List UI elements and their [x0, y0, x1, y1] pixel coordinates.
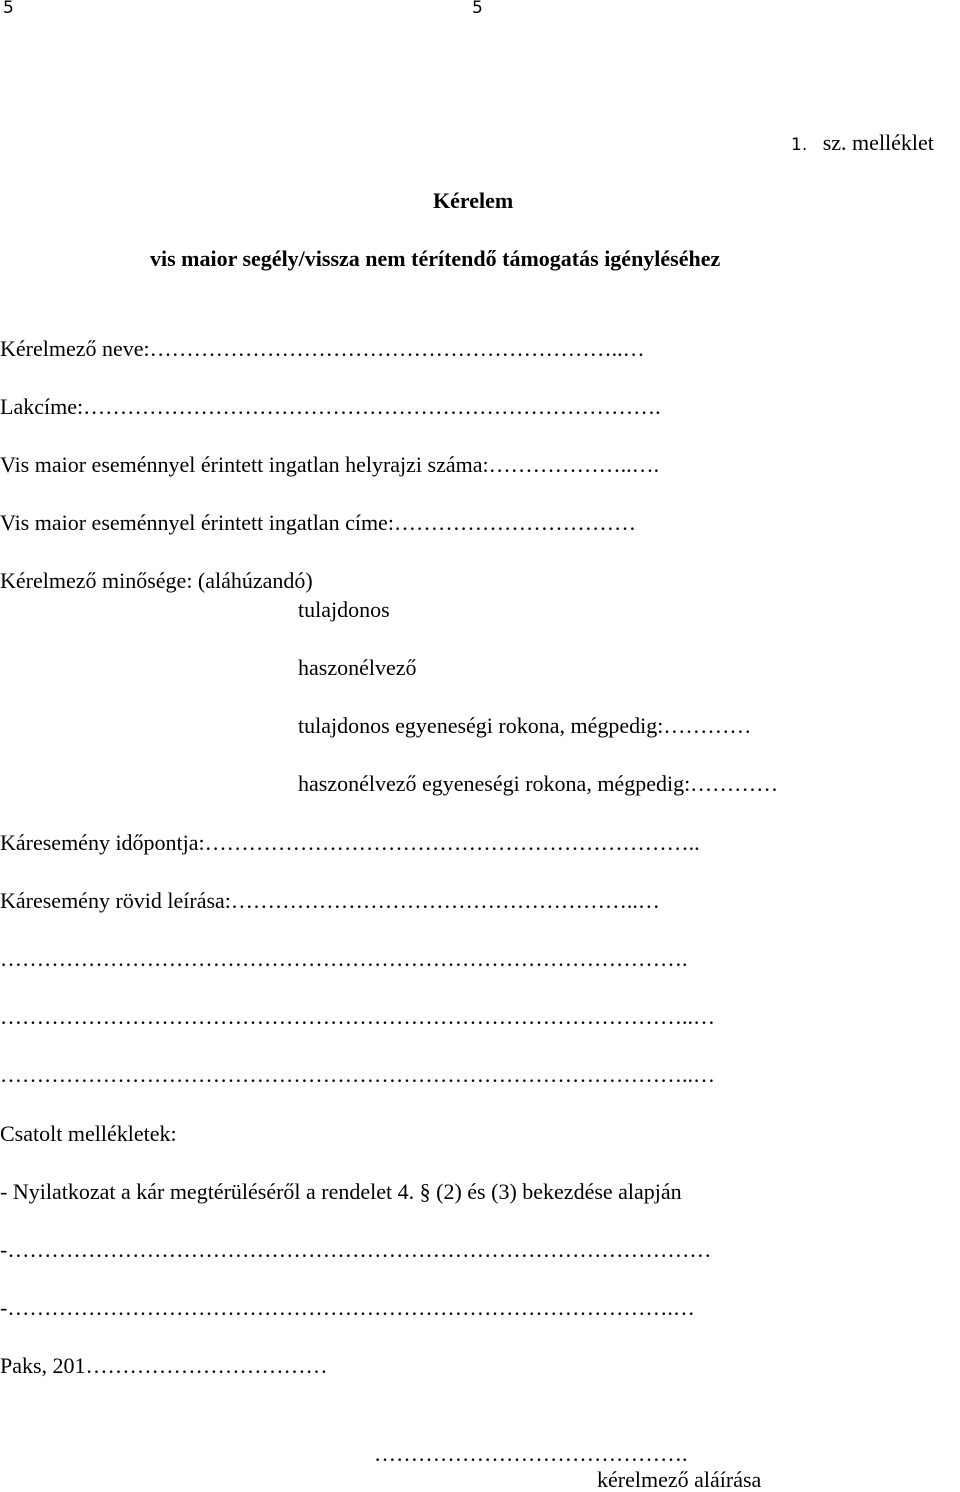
page-number-right: 5 — [472, 0, 483, 18]
event-description-field: Káresemény rövid leírása:………………………………………………..… — [0, 888, 660, 913]
signature-line: ……………………………………. — [374, 1441, 688, 1466]
attachment-item-2: -…………………………………………………………………………………… — [0, 1237, 712, 1262]
page-number-left: 5 — [3, 0, 14, 18]
capacity-option-owner: tulajdonos — [298, 597, 390, 622]
capacity-field: Kérelmező minősége: (aláhúzandó) — [0, 568, 313, 593]
place-date-field: Paks, 201…………………………… — [0, 1353, 328, 1378]
applicant-name-field: Kérelmező neve:………………………………………………………..… — [0, 336, 645, 361]
capacity-option-usufructuary-relative: haszonélvező egyeneségi rokona, mégpedig:………… — [298, 771, 779, 796]
document-subtitle: vis maior segély/vissza nem térítendő támogatás igényléséhez — [150, 246, 721, 271]
annex-text: sz. melléklet — [822, 130, 934, 155]
property-address-field: Vis maior eseménnyel érintett ingatlan címe:…………………………… — [0, 510, 636, 535]
annex-label — [791, 132, 934, 154]
lot-number-field: Vis maior eseménnyel érintett ingatlan helyrajzi száma:………………..…. — [0, 452, 660, 477]
signature-label: kérelmező aláírása — [597, 1467, 762, 1492]
description-line-1: …………………………………………………………………………………. — [0, 946, 688, 971]
address-field: Lakcíme:……………………………………………………………………. — [0, 394, 661, 419]
document-title: Kérelem — [433, 188, 514, 213]
event-date-field: Káresemény időpontja:………………………………………………………….. — [0, 830, 700, 855]
attachment-item-1: - Nyilatkozat a kár megtérüléséről a rendelet 4. § (2) és (3) bekezdése alapján — [0, 1179, 682, 1204]
capacity-option-usufructuary: haszonélvező — [298, 655, 417, 680]
annex-number: 1. — [791, 135, 808, 155]
description-line-2: …………………………………………………………………………………..… — [0, 1004, 715, 1029]
description-line-3: …………………………………………………………………………………..… — [0, 1062, 715, 1087]
capacity-option-owner-relative: tulajdonos egyeneségi rokona, mégpedig:………… — [298, 713, 752, 738]
attachments-heading: Csatolt mellékletek: — [0, 1121, 177, 1146]
attachment-item-3: -……………………………………………………………………………….… — [0, 1295, 695, 1320]
